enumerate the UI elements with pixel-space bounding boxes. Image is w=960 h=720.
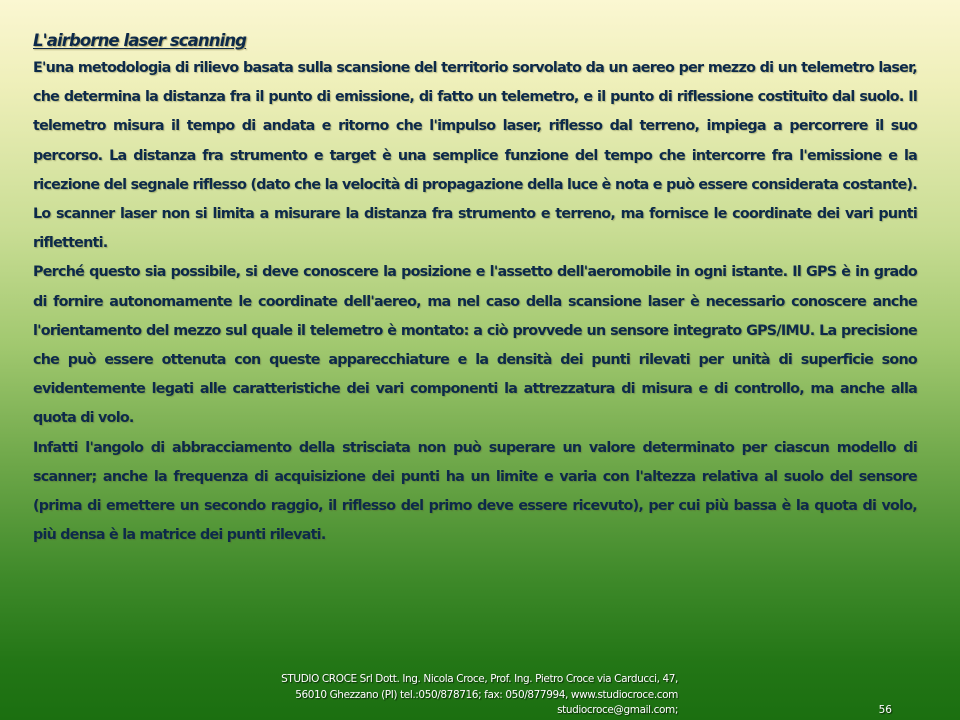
paragraph-gps-imu: Perché questo sia possibile, si deve conoscere la posizione e l'assetto dell'aeromobile in ogni istante. Il GPS è in grado di fornire autonomamente le coordinate dell'aereo, ma nel caso della scansione laser è necessario conoscere anche l'orientamento del mezzo sul quale il telemetro è montato: a ciò provvede un sensore integrato GPS/IMU. La precisione che può essere ottenuta con queste apparecchiature e la densità dei punti rilevati per unità di superficie sono evidentemente legati alle caratteristiche dei vari componenti la attrezzatura di misura e di controllo, ma anche alla quota di volo. <box>33 264 917 427</box>
footer-credit <box>170 672 678 719</box>
paragraph-flight-altitude: Infatti l'angolo di abbracciamento della strisciata non può superare un valore determinato per ciascun modello di scanner; anche la frequenza di acquisizione dei punti ha un limite e varia con l'altezza relativa al suolo del sensore (prima di emettere un secondo raggio, il riflesso del primo deve essere ricevuto), per cui più bassa è la quota di volo, più densa è la matrice dei punti rilevati. <box>33 439 917 544</box>
footer-credit-line: 56010 Ghezzano (PI) tel.:050/878716; fax: 050/877994, www.studiocroce.com <box>295 688 678 701</box>
slide-title: L'airborne laser scanning <box>33 31 247 50</box>
paragraph-definition: E'una metodologia di rilievo basata sulla scansione del territorio sorvolato da un aereo per mezzo di un telemetro laser, che determina la distanza fra il punto di emissione, di fatto un telemetro, e il punto di riflessione costituito dal suolo. Il telemetro misura il tempo di andata e ritorno che l'impulso laser, riflesso dal terreno, impiega a percorrere il suo percorso. La distanza fra strumento e target è una semplice funzione del tempo che intercorre fra l'emissione e la ricezione del segnale riflesso (dato che la velocità di propagazione della luce è nota e può essere considerata costante). Lo scanner laser non si limita a misurare la distanza fra strumento e terreno, ma fornisce le coordinate dei vari punti riflettenti. <box>33 60 917 252</box>
body-text <box>33 54 917 550</box>
footer-credit-line: STUDIO CROCE Srl Dott. Ing. Nicola Croce, Prof. Ing. Pietro Croce via Carducci, 47, <box>281 673 678 685</box>
page-number: 56 <box>878 704 892 716</box>
footer-email: studiocroce@gmail.com; <box>557 704 678 716</box>
